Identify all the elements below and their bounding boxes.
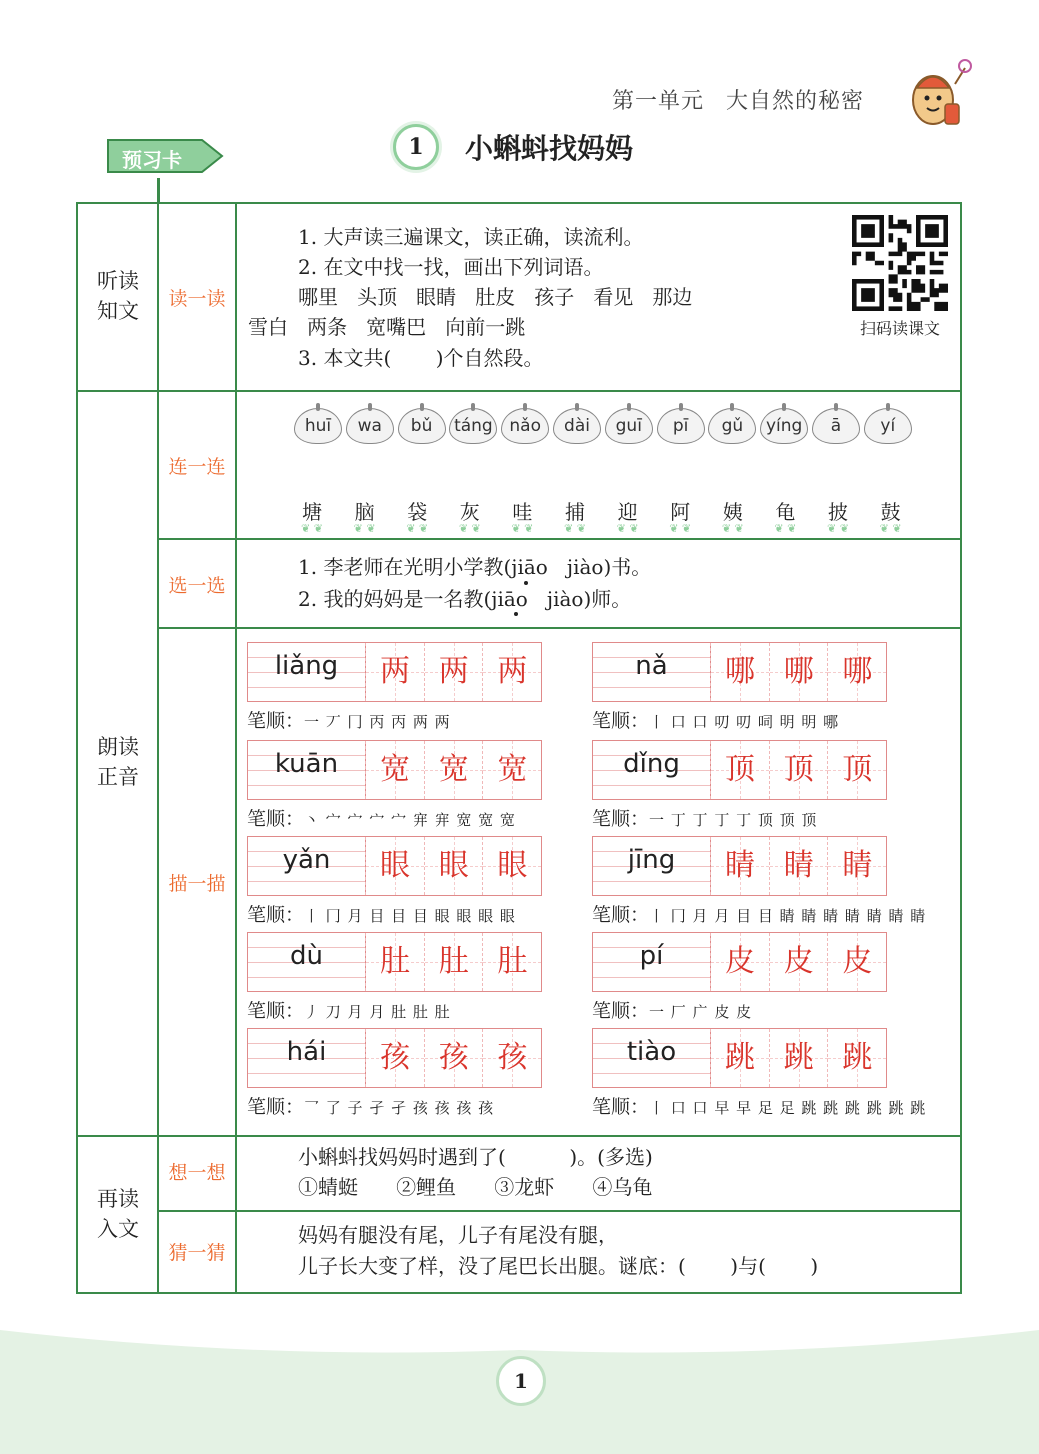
tracing-box[interactable]: [247, 1028, 542, 1088]
read-line-2: 2. 在文中找一找，画出下列词语。: [298, 255, 604, 279]
hanzi-trace-char: 睛: [842, 848, 873, 883]
stroke-order-label: 笔顺：: [592, 1000, 650, 1022]
pinyin-bubble[interactable]: bǔ: [398, 408, 446, 444]
tag-stem: [157, 178, 160, 202]
column-divider: [157, 202, 159, 1294]
stroke-order-label: 笔顺：: [592, 904, 650, 926]
tracing-box[interactable]: [247, 836, 542, 896]
hanzi-cell[interactable]: [482, 1029, 541, 1087]
hanzi-option[interactable]: 哇: [512, 500, 533, 524]
guide-line: [248, 881, 365, 882]
pinyin-cell: [248, 643, 366, 701]
stroke-sequence: 乛 了 子 孑 孑 孩 孩 孩 孩: [304, 1099, 495, 1117]
pinyin-bubble[interactable]: yíng: [760, 408, 808, 444]
pinyin-bubble[interactable]: dài: [553, 408, 601, 444]
hanzi-cell[interactable]: [365, 837, 424, 895]
read-line-1: 1. 大声读三遍课文，读正确，读流利。: [298, 225, 644, 249]
stroke-order: [592, 996, 752, 1023]
stroke-order: [592, 706, 839, 733]
leaf-icon: ❦ ❦: [301, 522, 323, 535]
pinyin-cell: [248, 1029, 366, 1087]
stroke-sequence: 一 厂 广 皮 皮: [649, 1003, 753, 1021]
pinyin-text: jīng: [627, 845, 676, 875]
hanzi-trace-char: 肚: [380, 944, 410, 979]
guide-line: [593, 881, 710, 882]
pinyin-bubble[interactable]: gǔ: [708, 408, 756, 444]
hanzi-cell[interactable]: [365, 933, 424, 991]
category-listen-read: 听读 知文: [97, 269, 139, 323]
hanzi-cell[interactable]: [827, 1029, 886, 1087]
qr-code-icon[interactable]: [852, 215, 948, 311]
pinyin-text: hái: [286, 1037, 327, 1067]
hanzi-cell[interactable]: [827, 741, 886, 799]
stroke-order-label: 笔顺：: [247, 904, 305, 926]
hanzi-cell[interactable]: [827, 837, 886, 895]
hanzi-cell[interactable]: [769, 643, 828, 701]
category-read-aloud: 朗读 正音: [97, 735, 139, 789]
stroke-order-label: 笔顺：: [592, 808, 650, 830]
pinyin-text: dù: [290, 941, 323, 971]
hanzi-trace-char: 孩: [497, 1040, 528, 1075]
guide-line: [248, 687, 365, 688]
stroke-order: [247, 900, 516, 927]
tracing-box[interactable]: [592, 932, 887, 992]
stroke-order: [247, 996, 451, 1023]
stroke-sequence: 一 丁 丁 丁 丁 顶 顶 顶: [649, 811, 818, 829]
pinyin-text: kuān: [274, 749, 339, 779]
pinyin-bubble[interactable]: pī: [657, 408, 705, 444]
tracing-box[interactable]: [592, 836, 887, 896]
pinyin-text: liǎng: [274, 651, 339, 681]
hanzi-cell[interactable]: [424, 933, 483, 991]
row-divider: [157, 627, 962, 629]
leaf-icon: ❦ ❦: [721, 522, 744, 535]
stroke-sequence: 丶 宀 宀 宀 宀 宑 宑 宽 宽 宽: [304, 811, 516, 829]
hanzi-cell[interactable]: [710, 1029, 769, 1087]
pinyin-cell: [248, 933, 366, 991]
hanzi-cell[interactable]: [424, 643, 483, 701]
pinyin-cell: [593, 643, 711, 701]
stroke-sequence: 丨 冂 月 目 目 目 眼 眼 眼 眼: [304, 907, 516, 925]
guide-line: [593, 1073, 710, 1074]
hanzi-trace-char: 跳: [783, 1040, 814, 1075]
pinyin-bubble[interactable]: wa: [346, 408, 394, 444]
qr-label: 扫码读课文: [859, 319, 940, 338]
emphasis-dot: [514, 612, 518, 616]
leaf-icon: ❦ ❦: [616, 522, 639, 535]
hanzi-cell[interactable]: [424, 837, 483, 895]
pinyin-text: nǎ: [635, 651, 668, 681]
hanzi-trace-char: 哪: [725, 654, 755, 689]
hanzi-cell[interactable]: [710, 837, 769, 895]
hanzi-trace-char: 顶: [783, 752, 814, 787]
category-reread: 再读 入文: [97, 1187, 139, 1241]
hanzi-trace-char: 肚: [438, 944, 469, 979]
guide-line: [248, 977, 365, 978]
guide-line: [593, 977, 710, 978]
tracing-box[interactable]: [247, 932, 542, 992]
pinyin-cell: [593, 933, 711, 991]
stroke-order-label: 笔顺：: [247, 1000, 305, 1022]
lesson-title: 小蝌蚪找妈妈: [465, 132, 634, 165]
hanzi-trace-char: 睛: [725, 848, 755, 883]
unit-header: [612, 84, 864, 115]
hanzi-trace-char: 宽: [497, 752, 528, 787]
stroke-sequence: 丿 刀 月 月 肚 肚 肚: [304, 1003, 451, 1021]
stroke-order-label: 笔顺：: [247, 1096, 305, 1118]
pinyin-cell: [593, 1029, 711, 1087]
hanzi-option[interactable]: 塘: [302, 500, 322, 524]
hanzi-trace-char: 跳: [725, 1040, 755, 1075]
choose-line-2: 2. 我的妈妈是一名教(jiāo jiào)师。: [298, 587, 632, 611]
hanzi-trace-char: 哪: [783, 654, 814, 689]
hanzi-trace-char: 跳: [842, 1040, 873, 1075]
hanzi-trace-char: 宽: [438, 752, 469, 787]
hanzi-trace-char: 两: [380, 654, 410, 689]
hanzi-cell[interactable]: [827, 933, 886, 991]
leaf-icon: ❦ ❦: [564, 522, 586, 535]
hanzi-trace-char: 眼: [380, 848, 410, 883]
stroke-sequence: 丨 冂 月 月 目 目 睛 睛 睛 睛 睛 睛 睛: [649, 907, 927, 925]
hanzi-cell[interactable]: [769, 1029, 828, 1087]
pinyin-cell: [593, 837, 711, 895]
hanzi-trace-char: 肚: [497, 944, 528, 979]
row-divider: [76, 1135, 962, 1137]
pinyin-bubble[interactable]: nǎo: [501, 408, 549, 444]
stroke-order: [592, 804, 817, 831]
row-divider: [157, 1210, 962, 1212]
preview-card-label: 预习卡: [122, 148, 182, 172]
hanzi-option[interactable]: 姨: [722, 500, 743, 524]
riddle-line-1: 妈妈有腿没有尾，儿子有尾没有腿，: [298, 1223, 618, 1247]
pinyin-text: tiào: [626, 1037, 677, 1067]
hanzi-trace-char: 眼: [438, 848, 469, 883]
pinyin-bubble[interactable]: huī: [294, 408, 342, 444]
activity-connect: 连一连: [168, 456, 226, 478]
hanzi-trace-char: 顶: [725, 752, 755, 787]
tracing-box[interactable]: [247, 642, 542, 702]
hanzi-trace-char: 两: [497, 654, 528, 689]
hanzi-option[interactable]: 灰: [459, 500, 480, 524]
guide-line: [593, 785, 710, 786]
hanzi-option[interactable]: 龟: [775, 500, 796, 524]
leaf-icon: ❦ ❦: [511, 522, 534, 535]
activity-trace: 描一描: [168, 873, 226, 895]
pinyin-bubble[interactable]: táng: [449, 408, 497, 444]
hanzi-option[interactable]: 鼓: [880, 500, 901, 524]
lesson-number: 1: [393, 124, 439, 170]
emphasis-dot: [524, 581, 528, 585]
hanzi-trace-char: 哪: [842, 654, 873, 689]
stroke-sequence: 丨 口 口 叨 叨 呞 明 明 哪: [649, 713, 840, 731]
hanzi-option[interactable]: 脑: [354, 500, 375, 524]
hanzi-cell[interactable]: [482, 837, 541, 895]
activity-choose: 选一选: [168, 575, 226, 597]
stroke-order: [247, 1092, 494, 1119]
leaf-icon: ❦ ❦: [827, 522, 849, 535]
pinyin-cell: [593, 741, 711, 799]
hanzi-cell[interactable]: [482, 741, 541, 799]
think-question: 小蝌蚪找妈妈时遇到了( )。(多选): [298, 1145, 653, 1169]
pinyin-text: dǐng: [623, 749, 680, 779]
hanzi-cell[interactable]: [827, 643, 886, 701]
mascot-icon: [903, 58, 973, 138]
pinyin-text: pí: [639, 941, 664, 971]
stroke-order-label: 笔顺：: [592, 710, 650, 732]
leaf-icon: ❦ ❦: [669, 522, 692, 535]
leaf-icon: ❦ ❦: [879, 522, 902, 535]
hanzi-trace-char: 孩: [380, 1040, 410, 1075]
hanzi-trace-char: 宽: [380, 752, 410, 787]
hanzi-cell[interactable]: [365, 1029, 424, 1087]
hanzi-cell[interactable]: [365, 741, 424, 799]
pinyin-bubble[interactable]: ā: [812, 408, 860, 444]
hanzi-cell[interactable]: [710, 933, 769, 991]
hanzi-option[interactable]: 捕: [565, 500, 585, 524]
pinyin-cell: [248, 741, 366, 799]
activity-read: 读一读: [168, 288, 226, 310]
hanzi-trace-char: 眼: [497, 848, 528, 883]
leaf-icon: ❦ ❦: [353, 522, 376, 535]
pinyin-bubble[interactable]: yí: [864, 408, 912, 444]
stroke-order: [247, 706, 451, 733]
hanzi-cell[interactable]: [769, 837, 828, 895]
hanzi-cell[interactable]: [482, 933, 541, 991]
hanzi-cell[interactable]: [710, 643, 769, 701]
unit-label: 第一单元: [612, 89, 705, 114]
tracing-box[interactable]: [592, 1028, 887, 1088]
pinyin-text: yǎn: [282, 845, 331, 875]
hanzi-cell[interactable]: [769, 741, 828, 799]
stroke-order: [247, 804, 516, 831]
hanzi-trace-char: 皮: [783, 944, 814, 979]
leaf-icon: ❦ ❦: [406, 522, 429, 535]
hanzi-option[interactable]: 披: [828, 500, 848, 524]
hanzi-option[interactable]: 迎: [617, 500, 638, 524]
stroke-sequence: 丨 口 口 早 早 足 足 跳 跳 跳 跳 跳 跳: [649, 1099, 927, 1117]
hanzi-trace-char: 睛: [783, 848, 814, 883]
stroke-order: [592, 1092, 926, 1119]
hanzi-cell[interactable]: [424, 1029, 483, 1087]
lesson-heading: [393, 125, 633, 169]
hanzi-cell[interactable]: [769, 933, 828, 991]
guide-line: [248, 785, 365, 786]
hanzi-trace-char: 皮: [725, 944, 755, 979]
read-words-2: 雪白 两条 宽嘴巴 向前一跳: [248, 315, 526, 339]
hanzi-option[interactable]: 阿: [670, 500, 691, 524]
hanzi-option[interactable]: 袋: [407, 500, 428, 524]
row-divider: [76, 390, 962, 392]
tracing-box[interactable]: [592, 642, 887, 702]
tracing-box[interactable]: [247, 740, 542, 800]
hanzi-cell[interactable]: [365, 643, 424, 701]
stroke-order-label: 笔顺：: [592, 1096, 650, 1118]
unit-title: 大自然的秘密: [726, 89, 865, 114]
riddle-line-2: 儿子长大变了样，没了尾巴长出腿。谜底：( )与( ): [298, 1254, 819, 1278]
stroke-sequence: 一 丆 冂 丙 丙 两 两: [304, 713, 451, 731]
hanzi-trace-char: 两: [438, 654, 469, 689]
hanzi-cell[interactable]: [482, 643, 541, 701]
stroke-order: [592, 900, 926, 927]
hanzi-cell[interactable]: [710, 741, 769, 799]
leaf-icon: ❦ ❦: [774, 522, 797, 535]
read-line-3: 3. 本文共( )个自然段。: [298, 346, 544, 370]
activity-think: 想一想: [168, 1162, 226, 1184]
guide-line: [248, 1073, 365, 1074]
activity-guess: 猜一猜: [168, 1242, 226, 1264]
hanzi-trace-char: 皮: [842, 944, 873, 979]
page-number: 1: [496, 1356, 546, 1406]
think-options: ①蜻蜓 ②鲤鱼 ③龙虾 ④乌龟: [298, 1175, 653, 1199]
stroke-order-label: 笔顺：: [247, 710, 305, 732]
read-words-1: 哪里 头顶 眼睛 肚皮 孩子 看见 那边: [298, 285, 693, 309]
leaf-icon: ❦ ❦: [458, 522, 481, 535]
stroke-order-label: 笔顺：: [247, 808, 305, 830]
pinyin-cell: [248, 837, 366, 895]
hanzi-trace-char: 顶: [842, 752, 873, 787]
pinyin-bubble[interactable]: guī: [605, 408, 653, 444]
hanzi-cell[interactable]: [424, 741, 483, 799]
hanzi-trace-char: 孩: [438, 1040, 469, 1075]
tracing-box[interactable]: [592, 740, 887, 800]
guide-line: [593, 687, 710, 688]
column-divider: [235, 202, 237, 1294]
row-divider: [157, 538, 962, 540]
choose-line-1: 1. 李老师在光明小学教(jiāo jiào)书。: [298, 555, 652, 579]
